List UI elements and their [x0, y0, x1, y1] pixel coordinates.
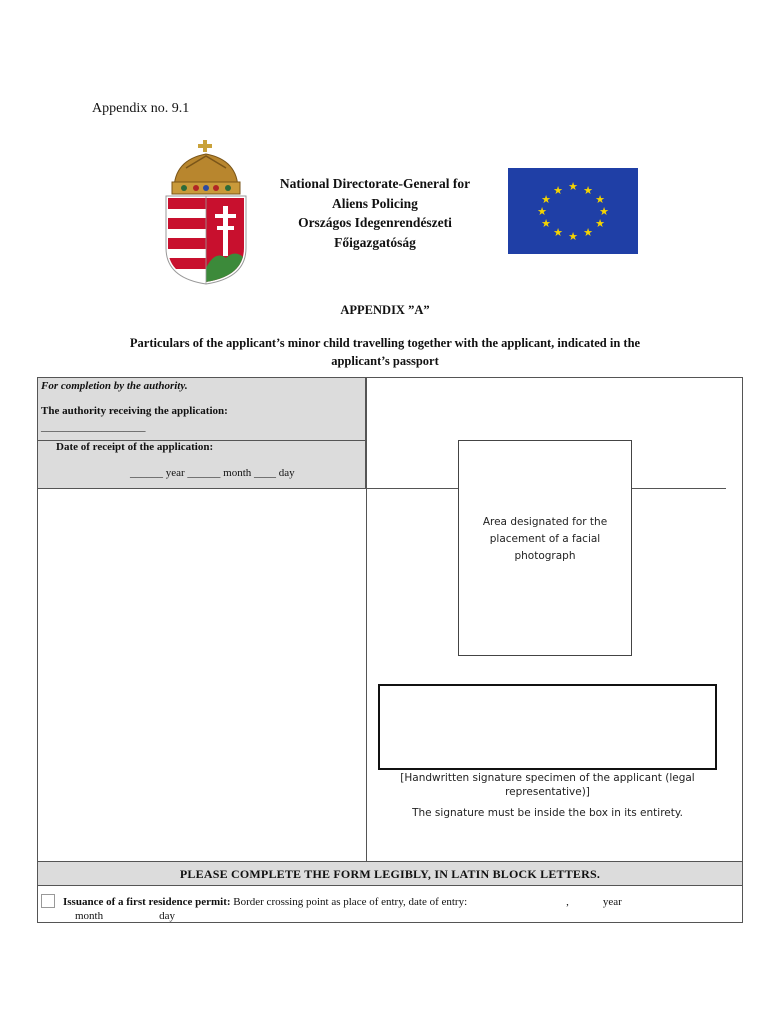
- org-name-line-3: Országos Idegenrendészeti: [298, 215, 452, 230]
- issuance-checkbox[interactable]: [41, 894, 55, 908]
- org-name-line-4: Főigazgatóság: [334, 234, 416, 250]
- photo-label-line-1: Area designated for the: [482, 516, 608, 528]
- signature-caption-line-1: [Handwritten signature specimen of the applicant (legal: [400, 772, 695, 784]
- signature-caption-line-2: representative)]: [505, 786, 590, 798]
- issuance-label: Issuance of a first residence permit:: [63, 896, 231, 908]
- appendix-title: APPENDIX ”A”: [340, 303, 430, 317]
- signature-caption: [378, 771, 717, 799]
- column-divider: [366, 378, 367, 861]
- form-subtitle: [60, 334, 710, 370]
- issuance-month: month: [75, 910, 104, 922]
- issuance-comma: ,: [566, 896, 569, 908]
- receiving-authority-label: The authority receiving the application:: [41, 405, 228, 417]
- svg-text:★: ★: [599, 205, 609, 218]
- instructions-bar: PLEASE COMPLETE THE FORM LEGIBLY, IN LATIN BLOCK LETTERS.: [38, 861, 742, 886]
- svg-text:★: ★: [568, 230, 578, 243]
- signature-box[interactable]: [378, 684, 717, 770]
- organization-name: [255, 174, 495, 252]
- photo-area-label: [458, 514, 632, 565]
- coat-of-arms-icon: [160, 138, 252, 288]
- svg-text:★: ★: [537, 205, 547, 218]
- svg-text:★: ★: [553, 184, 563, 197]
- org-name-line-2: Aliens Policing: [332, 195, 418, 211]
- svg-text:★: ★: [568, 180, 578, 193]
- issuance-year: year: [602, 896, 622, 908]
- svg-text:★: ★: [583, 184, 593, 197]
- appendix-number: Appendix no. 9.1: [92, 101, 190, 116]
- svg-text:★: ★: [541, 217, 551, 230]
- svg-text:★: ★: [595, 193, 605, 206]
- svg-text:★: ★: [595, 217, 605, 230]
- issuance-row: [63, 895, 733, 923]
- issuance-text: Border crossing point as place of entry, date of entry:: [233, 896, 468, 908]
- photo-label-line-2: placement of a facial photograph: [489, 533, 601, 562]
- svg-text:★: ★: [583, 226, 593, 239]
- svg-text:★: ★: [541, 193, 551, 206]
- subtitle-line-2: applicant’s passport: [331, 354, 439, 368]
- receipt-date-label: Date of receipt of the application:: [56, 441, 214, 453]
- signature-note: The signature must be inside the box in its entirety.: [412, 807, 683, 819]
- issuance-day: day: [159, 910, 176, 922]
- svg-text:★: ★: [553, 226, 563, 239]
- receiving-authority-field[interactable]: ___________________: [41, 421, 146, 433]
- authority-completion-note: For completion by the authority.: [41, 380, 188, 392]
- eu-flag-icon: [508, 168, 638, 254]
- receipt-date-field[interactable]: ______ year ______ month ____ day: [130, 467, 295, 479]
- org-name-line-1: National Directorate-General for: [279, 176, 471, 191]
- subtitle-line-1: Particulars of the applicant’s minor child travelling together with the applicant, indicated in the: [129, 336, 641, 350]
